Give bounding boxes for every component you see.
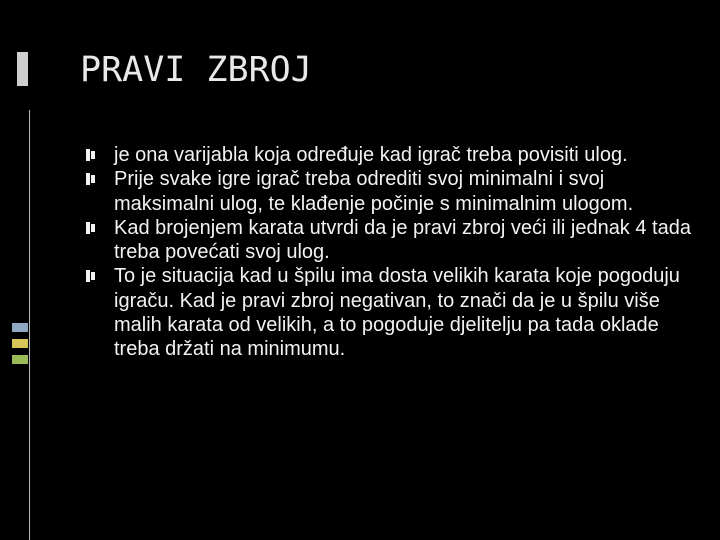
bullet-text: To je situacija kad u špilu ima dosta velikih karata koje pogoduju igraču. Kad je pravi zbroj negativan, to znači da je u špilu više malih karata od velikih, a to pogoduje djelitelju pa tada oklade treba držati na minimumu. xyxy=(114,265,680,361)
decorative-accent-yellow xyxy=(12,339,28,348)
decorative-vertical-rule xyxy=(29,110,30,540)
bullet-text: Kad brojenjem karata utvrdi da je pravi zbroj veći ili jednak 4 tada treba povećati svoj ulog. xyxy=(114,216,691,264)
bullet-item xyxy=(86,264,696,361)
square-bullet-icon xyxy=(86,222,96,234)
bullet-item xyxy=(86,216,696,265)
slide-title: PRAVI ZBROJ xyxy=(80,50,312,90)
decorative-accent-green xyxy=(12,355,28,364)
square-bullet-icon xyxy=(86,173,96,185)
bullet-list xyxy=(86,143,696,362)
bullet-item xyxy=(86,167,696,216)
square-bullet-icon xyxy=(86,270,96,282)
bullet-item xyxy=(86,143,696,167)
square-bullet-icon xyxy=(86,149,96,161)
decorative-bar xyxy=(17,52,28,86)
bullet-text: Prije svake igre igrač treba odrediti svoj minimalni i svoj maksimalni ulog, te klađenje počinje s minimalnim ulogom. xyxy=(114,168,634,215)
decorative-accent-blue xyxy=(12,323,28,332)
bullet-text: je ona varijabla koja određuje kad igrač treba povisiti ulog. xyxy=(114,144,628,166)
